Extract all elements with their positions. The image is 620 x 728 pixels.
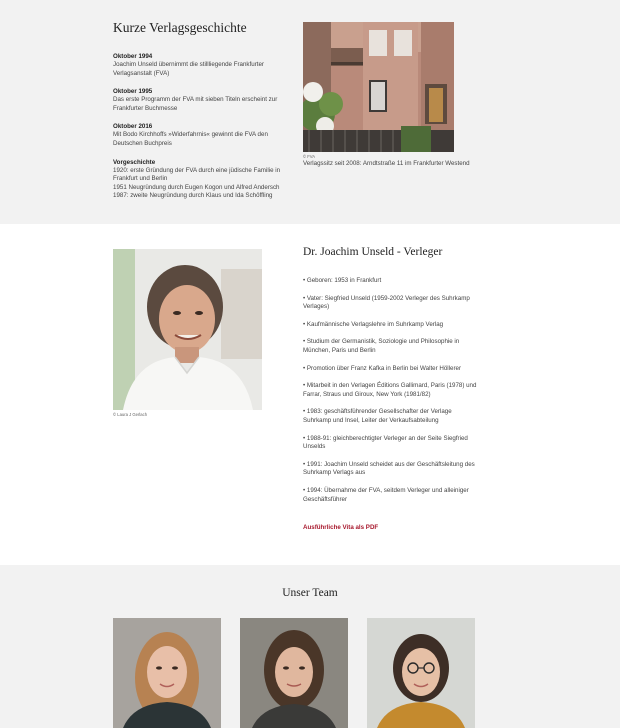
- history-text-line: Mit Bodo Kirchhoffs »Widerfahrnis« gewinnt die FVA den: [113, 131, 268, 139]
- photo-caption: Verlagssitz seit 2008: Arndtstraße 11 im Frankfurter Westend: [303, 160, 470, 167]
- history-text-line: Verlagsanstalt (FVA): [113, 69, 170, 77]
- bio-item: • 1994: Übernahme der FVA, seitdem Verleger und alleiniger Geschäftsführer: [303, 486, 469, 503]
- history-text-line: Frankfurt und Berlin: [113, 175, 168, 183]
- history-entry: [113, 87, 293, 113]
- publisher-section: [0, 224, 620, 565]
- publisher-bio-list: [303, 277, 478, 513]
- history-list: [113, 52, 293, 210]
- history-entry: [113, 158, 293, 201]
- history-entry: [113, 52, 293, 78]
- portrait-credit: © Laura J Gerlach: [113, 412, 148, 417]
- team-member-photo: [240, 618, 348, 728]
- history-text-line: 1951 Neugründung durch Eugen Kogon und Alfred Andersch: [113, 183, 280, 191]
- bio-item: • 1988-91: gleichberechtigter Verleger an der Seite Siegfried Unselds: [303, 434, 468, 451]
- team-section: [0, 565, 620, 728]
- history-text-line: Frankfurter Buchmesse: [113, 104, 178, 112]
- history-text-line: Joachim Unseld übernimmt die stillliegende Frankfurter: [113, 61, 264, 68]
- team-member-photo: [113, 618, 221, 728]
- history-entry: [113, 122, 293, 148]
- history-text-line: Deutschen Buchpreis: [113, 139, 172, 147]
- bio-item: • Vater: Siegfried Unseld (1959-2002 Verleger des Suhrkamp Verlages): [303, 294, 470, 311]
- history-text-line: 1920: erste Gründung der FVA durch eine jüdische Familie in: [113, 166, 281, 174]
- history-date: Vorgeschichte: [113, 158, 156, 166]
- bio-item: • Kaufmännische Verlagslehre im Suhrkamp Verlag: [303, 320, 444, 328]
- photo-credit: © FVA: [303, 154, 316, 159]
- history-date: Oktober 1994: [113, 53, 153, 60]
- history-text-line: Das erste Programm der FVA mit sieben Titeln erscheint zur: [113, 96, 278, 104]
- vita-pdf-link[interactable]: Ausführliche Vita als PDF: [303, 524, 379, 531]
- bio-item: • Geboren: 1953 in Frankfurt: [303, 277, 382, 284]
- publisher-title: Dr. Joachim Unseld - Verleger: [303, 246, 443, 258]
- team-title: Unser Team: [282, 587, 338, 599]
- history-title: Kurze Verlagsgeschichte: [113, 20, 247, 35]
- publisher-portrait: [113, 249, 262, 410]
- history-date: Oktober 1995: [113, 88, 153, 96]
- team-member-photo: [367, 618, 475, 728]
- bio-item: • Promotion über Franz Kafka in Berlin bei Walter Höllerer: [303, 364, 462, 372]
- bio-item: • Mitarbeit in den Verlagen Éditions Gallimard, Paris (1978) und Farrar, Straus und Giroux, New York (1981/82): [303, 382, 477, 398]
- publishing-house-photo: [303, 22, 454, 152]
- bio-item: • 1991: Joachim Unseld scheidet aus der Geschäftsleitung des Suhrkamp Verlags aus: [303, 460, 475, 477]
- bio-item: • Studium der Germanistik, Soziologie und Philosophie in München, Paris und Berlin: [303, 338, 460, 354]
- history-text-line: 1987: zweite Neugründung durch Klaus und Ida Schöffling: [113, 192, 273, 200]
- bio-item: • 1983: geschäftsführender Gesellschafter der Verlage Suhrkamp und Insel, Leiter der Verkaufsabteilung: [303, 408, 452, 424]
- history-date: Oktober 2016: [113, 123, 153, 131]
- history-section: [0, 0, 620, 224]
